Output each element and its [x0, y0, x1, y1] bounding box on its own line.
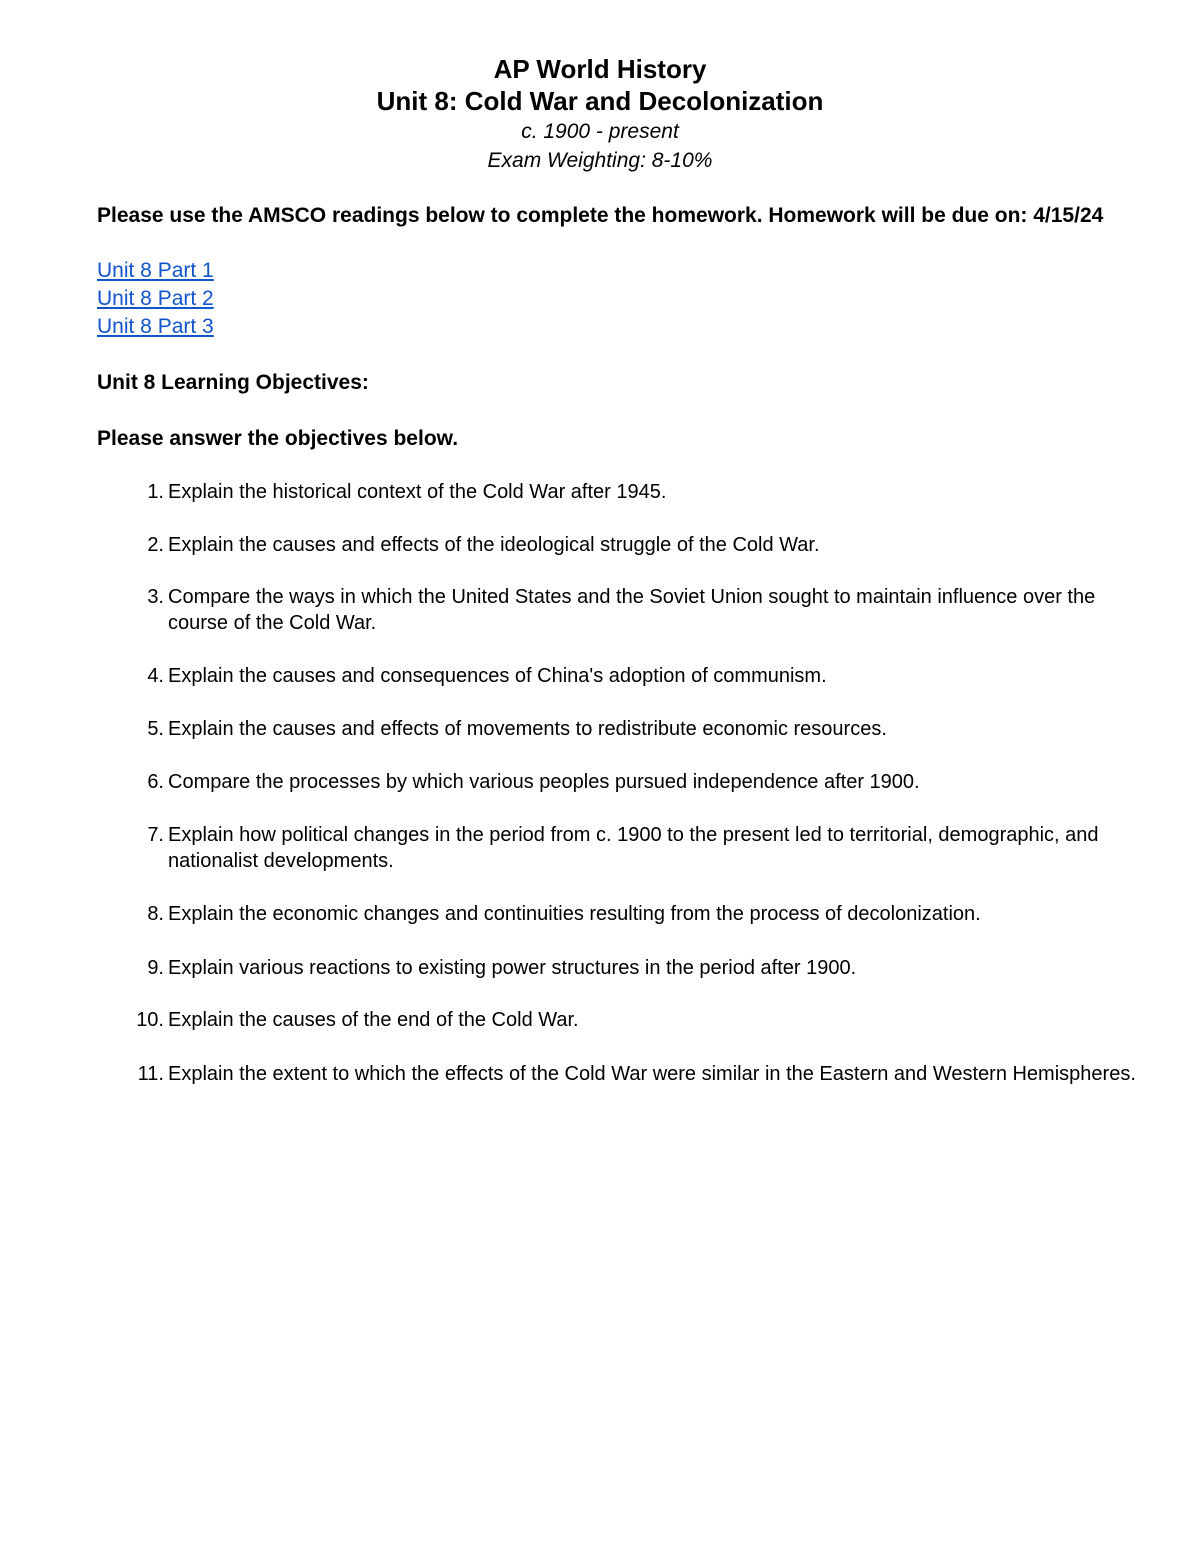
reading-links	[97, 257, 214, 341]
objective-text: Explain the causes of the end of the Cold War.	[168, 1009, 579, 1031]
document-header	[0, 53, 1200, 175]
objective-text: Explain the extent to which the effects of the Cold War were similar in the Eastern and Western Hemispheres.	[168, 1063, 1136, 1085]
link-unit-8-part-1[interactable]: Unit 8 Part 1	[97, 259, 214, 282]
objective-number: 5.	[147, 718, 164, 740]
unit-title: Unit 8: Cold War and Decolonization	[376, 86, 824, 116]
objective-text: Compare the processes by which various peoples pursued independence after 1900.	[168, 771, 920, 793]
objective-number: 4.	[147, 665, 164, 687]
document-title: AP World History	[493, 54, 707, 84]
link-unit-8-part-3[interactable]: Unit 8 Part 3	[97, 315, 214, 338]
homework-instructions: Please use the AMSCO readings below to complete the homework. Homework will be due on: 4/15/24	[97, 204, 1104, 227]
objectives-instructions: Please answer the objectives below.	[97, 427, 459, 450]
objective-text: Explain various reactions to existing power structures in the period after 1900.	[168, 957, 857, 979]
date-range: c. 1900 - present	[521, 120, 679, 143]
objective-text: Explain the causes and consequences of China's adoption of communism.	[168, 665, 827, 687]
objective-text: Compare the ways in which the United States and the Soviet Union sought to maintain influence over the course of the Cold War.	[168, 586, 1096, 634]
learning-objectives-heading: Unit 8 Learning Objectives:	[97, 371, 369, 394]
objective-number: 2.	[147, 534, 164, 556]
link-unit-8-part-2[interactable]: Unit 8 Part 2	[97, 287, 214, 310]
objective-number: 10.	[136, 1009, 164, 1031]
objective-number: 11.	[137, 1063, 164, 1085]
objective-number: 6.	[147, 771, 164, 793]
objective-text: Explain the causes and effects of the ideological struggle of the Cold War.	[168, 534, 820, 556]
objective-number: 1.	[147, 481, 164, 503]
objective-text: Explain how political changes in the period from c. 1900 to the present led to territorial, demographic, and nationalist developments.	[168, 824, 1099, 872]
objective-text: Explain the historical context of the Cold War after 1945.	[168, 481, 667, 503]
objective-number: 3.	[147, 586, 164, 608]
exam-weighting: Exam Weighting: 8-10%	[487, 149, 713, 172]
objective-number: 7.	[147, 824, 164, 846]
objective-number: 8.	[147, 903, 164, 925]
objective-number: 9.	[147, 957, 164, 979]
objective-text: Explain the causes and effects of movements to redistribute economic resources.	[168, 718, 887, 740]
objective-text: Explain the economic changes and continuities resulting from the process of decolonization.	[168, 903, 981, 925]
